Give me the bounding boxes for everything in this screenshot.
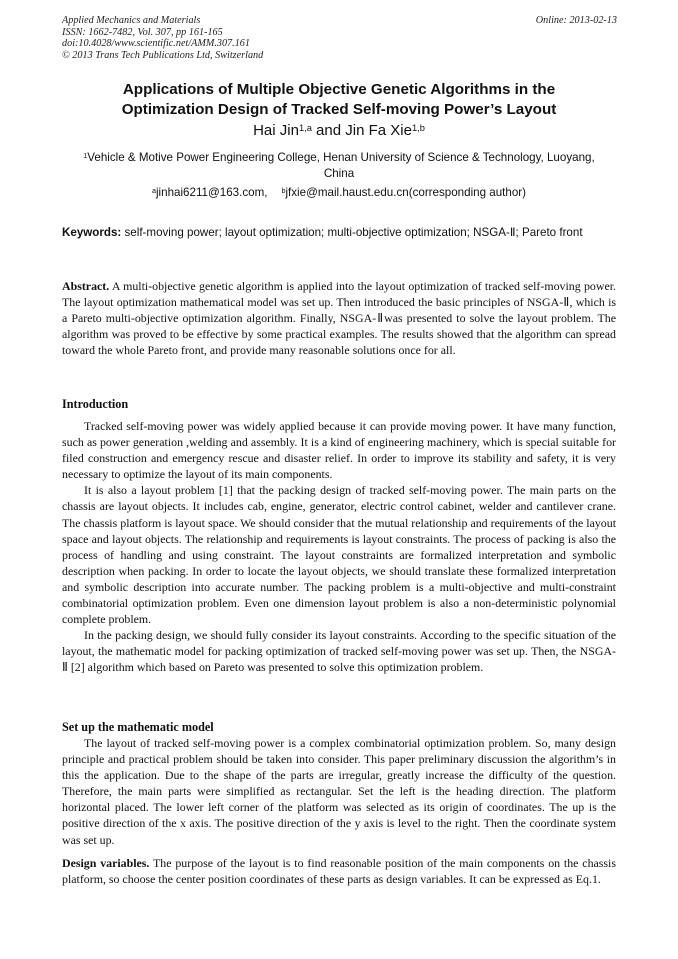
design-variables [62,855,616,887]
affiliation [80,150,598,182]
journal-copyright: © 2013 Trans Tech Publications Ltd, Switzerland [62,49,264,61]
email-a[interactable]: jinhai6211@163.com, [155,186,268,199]
author-list [62,122,616,140]
intro-paragraph-3: In the packing design, we should fully consider its layout constraints. According to the specific situation of the layout, the mathematic model for packing optimization of tracked self-moving power was set up. Then, the NSGA-Ⅱ [2] algorithm which based on Pareto was presented to solve this optimization problem. [62,628,616,675]
online-date: Online: 2013-02-13 [535,15,617,26]
setup-paragraph: The layout of tracked self-moving power is a complex combinatorial optimization problem. So, many design principle and practical problem should be taken into consider. This paper preliminary discussion the algorithm’s in this the application. Due to the shape of the parts are irregular, greatly increase the difficulty of the question. Therefore, the main parts were simplified as rectangular. Set the left is the heading direction. The platform horizontal placed. The lower left corner of the platform was selected as its origin of coordinates. The up is the positive direction of the x axis. The positive direction of the y axis is level to the right. Then the coordinate system was set up. [62,736,616,847]
author-2-affiliation-mark: 1,b [411,122,425,133]
author-1-name: Hai Jin [253,122,299,139]
setup-heading: Set up the mathematic model [62,720,214,734]
keywords-label: Keywords: [62,226,122,239]
email-b[interactable]: jfxie@mail.haust.edu.cn(corresponding author) [285,186,527,199]
title-line-1: Applications of Multiple Objective Genetic Algorithms in the [122,81,556,98]
author-emails [62,185,616,201]
author-2-name: Jin Fa Xie [345,122,412,139]
setup-body [62,735,616,848]
intro-paragraph-1: Tracked self-moving power was widely applied because it can provide moving power. It have many function, such as power generation ,welding and assembly. It is a kind of engineering machinery, which is special suitable for filed construction and emergency rescue and disaster relief. In order to improve its stability and safety, it is very necessary to optimize the layout of its main components. [62,419,616,482]
introduction-body [62,418,616,676]
affiliation-text: Vehicle & Motive Power Engineering College, Henan University of Science & Technology, Luoyang, China [87,151,595,180]
design-variables-text: The purpose of the layout is to find reasonable position of the main components on the chassis platform, so choose the center position coordinates of these parts as design variables. It can be expressed as Eq.1. [62,856,616,887]
affiliation-mark: 1 [83,150,88,160]
abstract-text: A multi-objective genetic algorithm is applied into the layout optimization of tracked self-moving power. The layout optimization mathematical model was set up. Then introduced the basic principles of NSGA-Ⅱ, which is a Pareto multi-objective optimization algorithm. Finally, NSGA-Ⅱwas presented to solve the layout problem. The algorithm was proved to be effective by some practical examples. The results showed that the algorithm can spread toward the whole Pareto front, and provide many reasonable solutions once for all. [62,279,616,358]
journal-name: Applied Mechanics and Materials [62,15,201,26]
introduction-heading: Introduction [62,397,129,411]
design-variables-label: Design variables. [62,856,150,870]
title-line-2: Optimization Design of Tracked Self-moving Power’s Layout [121,100,557,118]
journal-issn: ISSN: 1662-7482, Vol. 307, pp 161-165 [62,26,223,38]
email-b-mark: b [281,185,286,195]
author-conjunction: and [311,122,346,139]
paper-title [62,80,616,119]
keywords-text: self-moving power; layout optimization; multi-objective optimization; NSGA-Ⅱ; Pareto front [121,226,583,239]
abstract-label: Abstract. [62,279,110,293]
author-1-affiliation-mark: 1,a [298,122,312,133]
intro-paragraph-2: It is also a layout problem [1] that the packing design of tracked self-moving power. The main parts on the chassis are layout objects. It includes cab, engine, generator, electric control cabinet, welder and cantilever crane. The chassis platform is layout space. We should consider that the mutual relationship and requirements of the layout space and layout objects. The relationship and requirements is layout constraints. The process of packing is also the process of handling and using constraint. The layout constraints are formalized interpretation and symbolic description when packing. In order to locate the layout objects, we should translate these formalized interpretation and symbolic description into accurate number. The packing problem is a multi-objective and multi-constraint combinatorial optimization problem. Even one dimension layout problem is also a non-deterministic polynomial complete problem. [62,483,616,627]
abstract [62,278,616,358]
journal-header [62,15,617,61]
email-a-mark: a [151,185,156,195]
journal-doi: doi:10.4028/www.scientific.net/AMM.307.161 [62,38,250,50]
keywords [62,224,616,242]
